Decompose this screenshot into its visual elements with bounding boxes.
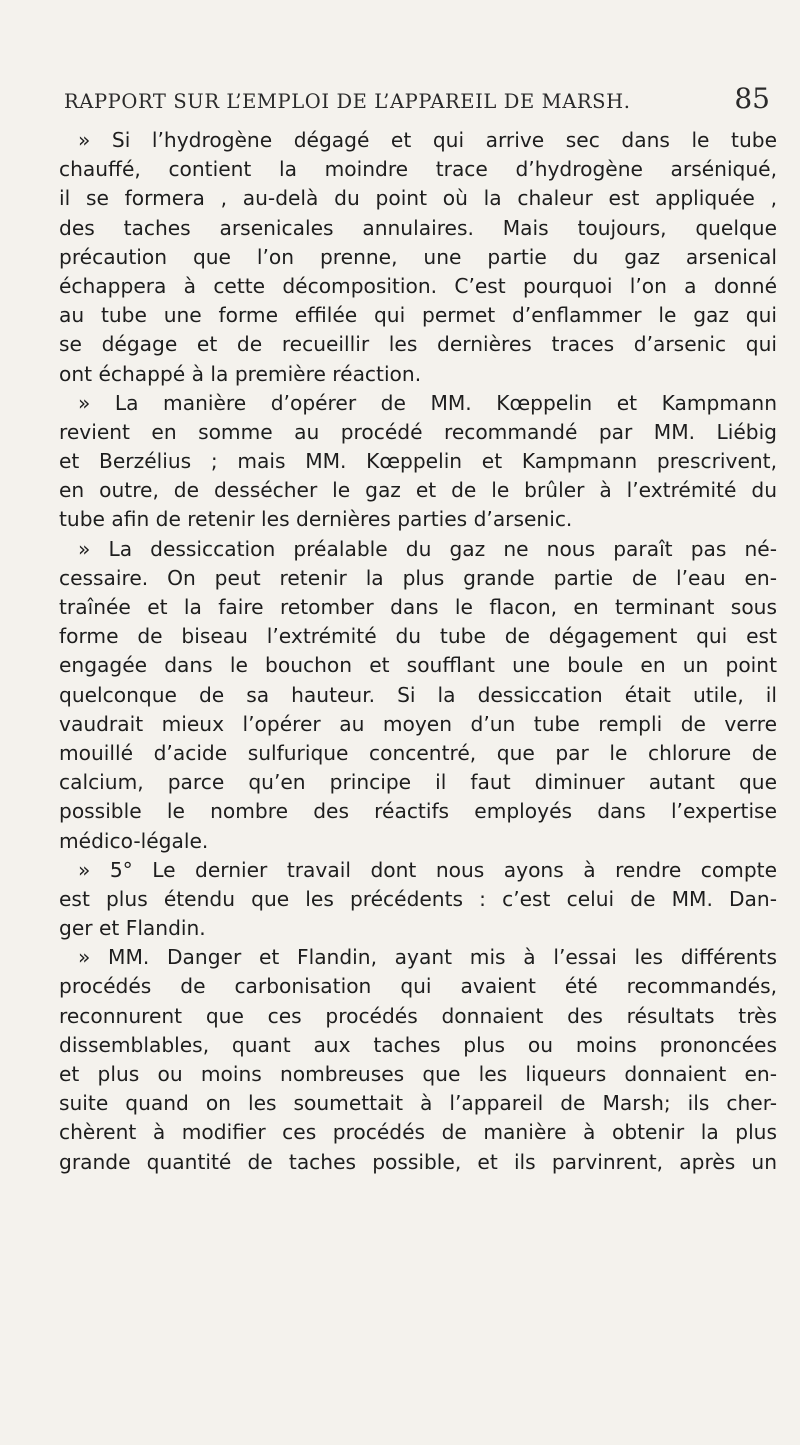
text-line: est plus étendu que les précédents : c’est celui de MM. Dan- [59,886,777,911]
text-line: tube afin de retenir les dernières parties d’arsenic. [59,507,573,532]
text-line: en outre, de dessécher le gaz et de le brûler à l’extrémité du [59,478,777,503]
text-line: suite quand on les soumettait à l’appareil de Marsh; ils cher- [59,1091,777,1116]
text-line: forme de biseau l’extrémité du tube de dégagement qui est [59,624,777,649]
text-line: reconnurent que ces procédés donnaient des résultats très [59,1003,777,1028]
text-line: » 5° Le dernier travail dont nous ayons à rendre compte [78,857,777,882]
text-line: il se formera , au-delà du point où la chaleur est appliquée , [59,186,777,211]
paragraph [59,126,777,389]
text-line: engagée dans le bouchon et soufflant une boule en un point [59,653,777,678]
text-line: » La dessiccation préalable du gaz ne nous paraît pas né- [78,536,777,561]
text-line: ont échappé à la première réaction. [59,361,422,386]
text-line: traînée et la faire retomber dans le flacon, en terminant sous [59,595,777,619]
paragraph [59,856,777,944]
text-line: calcium, parce qu’en principe il faut diminuer autant que [59,770,777,795]
text-line: grande quantité de taches possible, et ils parvinrent, après un [59,1149,777,1174]
text-line: mouillé d’acide sulfurique concentré, que par le chlorure de [59,740,777,765]
text-line: revient en somme au procédé recommandé par MM. Liébig [59,419,777,444]
page-number: 85 [734,82,770,115]
text-line: ger et Flandin. [59,916,206,941]
text-line: vaudrait mieux l’opérer au moyen d’un tube rempli de verre [59,711,777,736]
text-line: se dégage et de recueillir les dernières traces d’arsenic qui [59,332,777,357]
page-header [56,82,770,122]
paragraph [59,389,777,535]
text-line: précaution que l’on prenne, une partie du gaz arsenical [59,244,777,269]
text-line: et Berzélius ; mais MM. Kœppelin et Kampmann prescrivent, [59,449,777,474]
text-line: procédés de carbonisation qui avaient été recommandés, [59,974,777,999]
text-line: dissemblables, quant aux taches plus ou moins prononcées [59,1032,777,1057]
text-line: chauffé, contient la moindre trace d’hydrogène arséniqué, [59,157,777,182]
text-line: cessaire. On peut retenir la plus grande partie de l’eau en- [59,565,777,590]
text-line: possible le nombre des réactifs employés dans l’expertise [59,799,777,824]
text-line: médico-légale. [59,828,209,853]
body-text [59,126,777,1177]
paragraph [59,943,777,1177]
paragraph [59,535,777,856]
text-line: » Si l’hydrogène dégagé et qui arrive sec dans le tube [78,128,777,152]
text-line: au tube une forme effilée qui permet d’enflammer le gaz qui [59,303,777,328]
text-line: » La manière d’opérer de MM. Kœppelin et Kampmann [78,390,777,415]
text-line: quelconque de sa hauteur. Si la dessiccation était utile, il [59,682,777,707]
text-line: » MM. Danger et Flandin, ayant mis à l’essai les différents [78,945,777,970]
text-line: et plus ou moins nombreuses que les liqueurs donnaient en- [59,1062,777,1086]
running-title: RAPPORT SUR L’EMPLOI DE L’APPAREIL DE MARSH. [64,90,631,113]
text-line: échappera à cette décomposition. C’est pourquoi l’on a donné [59,273,777,298]
text-line: chèrent à modifier ces procédés de manière à obtenir la plus [59,1120,777,1145]
text-line: des taches arsenicales annulaires. Mais toujours, quelque [59,215,777,240]
